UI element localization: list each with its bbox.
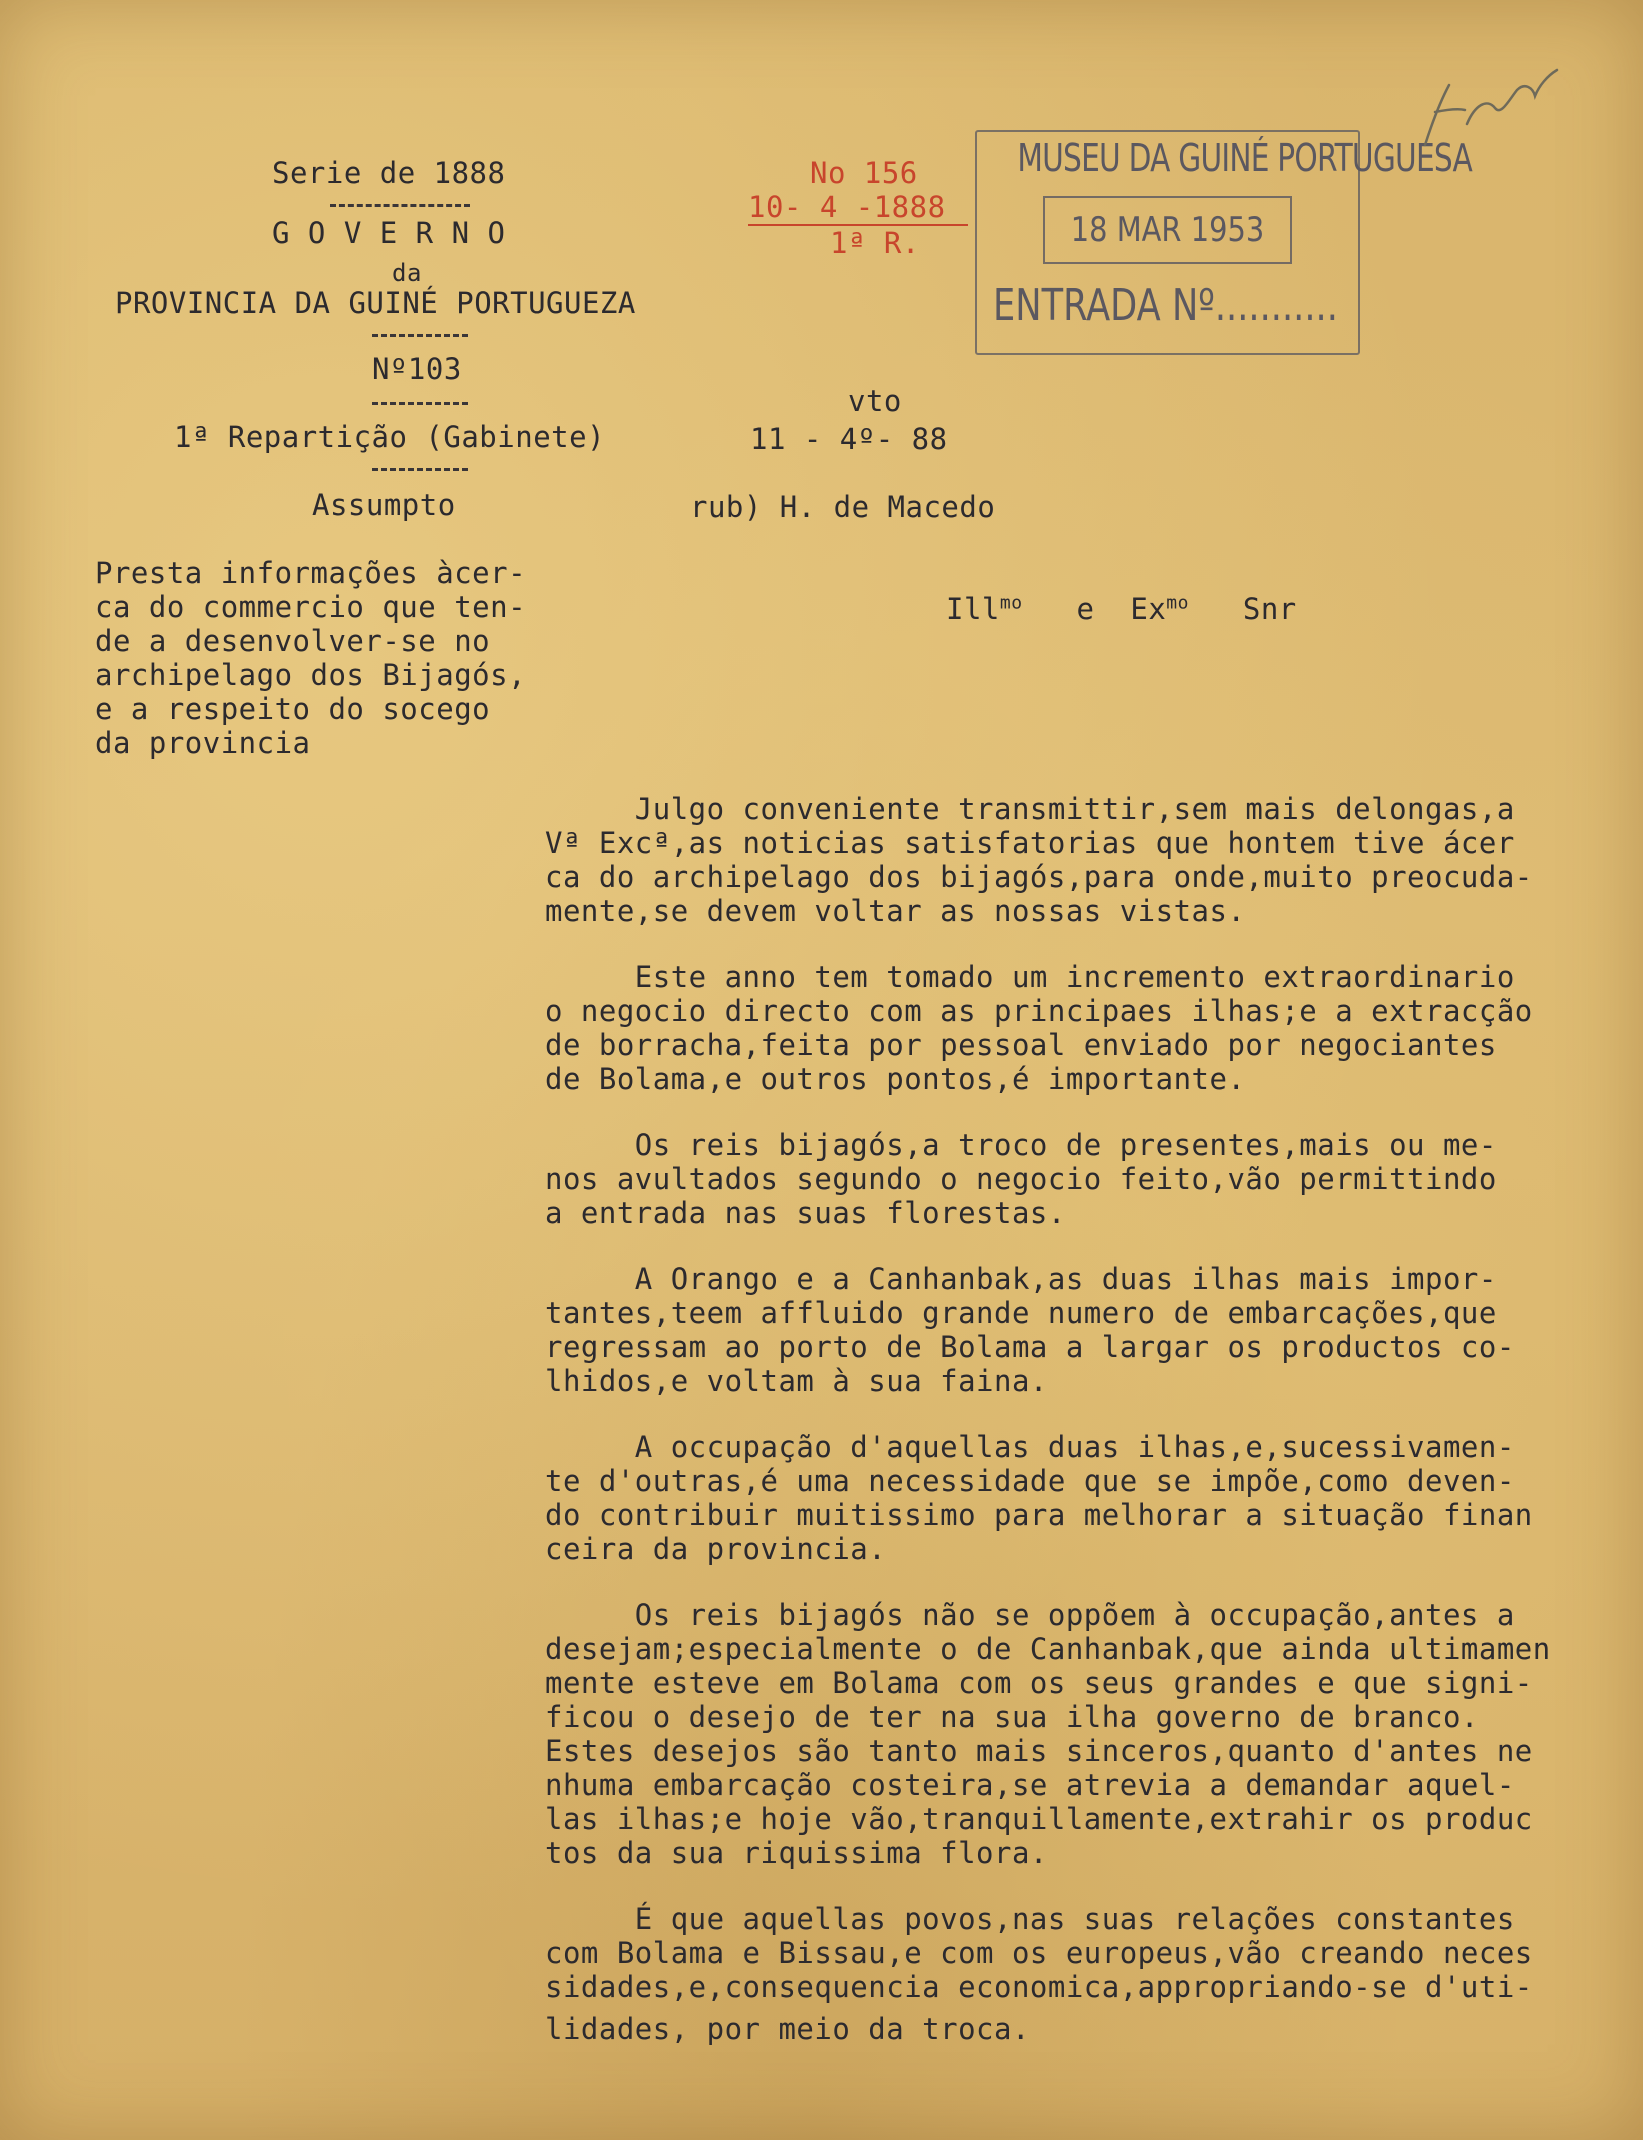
document-number: Nº103 (372, 352, 462, 386)
body-line: de Bolama,e outros pontos,é importante. (545, 1062, 1246, 1096)
salutation-ex: Ex (1130, 592, 1167, 626)
body-line: ca do archipelago dos bijagós,para onde,muito preocuda- (545, 860, 1533, 894)
body-line: a entrada nas suas florestas. (545, 1196, 1066, 1230)
summary-line: e a respeito do socego (95, 692, 491, 726)
divider (372, 468, 468, 471)
body-line: ceira da provincia. (545, 1532, 887, 1566)
body-line: nos avultados segundo o negocio feito,vão permittindo (545, 1162, 1497, 1196)
red-note-reparticao: 1ª R. (830, 226, 920, 260)
da-line: da (392, 259, 422, 287)
museum-stamp (975, 130, 1472, 355)
body-line: com Bolama e Bissau,e com os europeus,vão creando neces (545, 1936, 1533, 1970)
summary-line: archipelago dos Bijagós, (95, 658, 527, 692)
salutation-ill-sup: mo (999, 592, 1023, 614)
serie-line: Serie de 1888 (272, 156, 506, 190)
body-line: te d'outras,é uma necessidade que se impõe,como deven- (545, 1464, 1515, 1498)
red-note-date: 10- 4 -1888 (748, 190, 946, 224)
body-line: o negocio directo com as principaes ilhas;e a extracção (545, 994, 1533, 1028)
summary-line: da provincia (95, 726, 311, 760)
body-line: de borracha,feita por pessoal enviado por negociantes (545, 1028, 1497, 1062)
reparticao-line: 1ª Repartição (Gabinete) (174, 420, 606, 454)
summary-line: de a desenvolver-se no (95, 624, 491, 658)
red-note-number: No 156 (810, 156, 918, 190)
salutation (946, 592, 1297, 626)
salutation-e: e (1076, 592, 1095, 626)
visto-label: vto (848, 384, 902, 418)
body-line: desejam;especialmente o de Canhanbak,que ainda ultimamen (545, 1632, 1551, 1666)
stamp-title: MUSEU DA GUINÉ PORTUGUESA (1017, 136, 1472, 180)
body-line: do contribuir muitissimo para melhorar a situação finan (545, 1498, 1533, 1532)
divider (372, 334, 468, 337)
assumpto-label: Assumpto (312, 488, 456, 522)
summary-line: ca do commercio que ten- (95, 590, 527, 624)
divider (372, 402, 468, 405)
body-line: nhuma embarcação costeira,se atrevia a demandar aquel- (545, 1768, 1515, 1802)
body-line: Estes desejos são tanto mais sinceros,quanto d'antes ne (545, 1734, 1533, 1768)
body-line: lhidos,e voltam à sua faina. (545, 1364, 1048, 1398)
body-line: tos da sua riquissima flora. (545, 1836, 1048, 1870)
divider (330, 204, 470, 207)
rubric-line: rub) H. de Macedo (690, 490, 996, 524)
stamp-date: 18 MAR 1953 (1070, 210, 1265, 250)
body-line: tantes,teem affluido grande numero de embarcações,que (545, 1296, 1497, 1330)
handwritten-signature (1405, 60, 1565, 160)
body-line: mente esteve em Bolama com os seus grandes e que signi- (545, 1666, 1533, 1700)
body-line: ficou o desejo de ter na sua ilha governo de branco. (545, 1700, 1479, 1734)
visto-date: 11 - 4º- 88 (750, 422, 948, 456)
body-line: mente,se devem voltar as nossas vistas. (545, 894, 1246, 928)
stamp-date-box (1043, 196, 1292, 264)
body-line: Os reis bijagós,a troco de presentes,mais ou me- (545, 1128, 1497, 1162)
body-line: sidades,e,consequencia economica,appropriando-se d'uti- (545, 1970, 1533, 2004)
body-line: Os reis bijagós não se oppõem à occupação,antes a (545, 1598, 1515, 1632)
body-line: las ilhas;e hoje vão,tranquillamente,extrahir os produc (545, 1802, 1533, 1836)
summary-line: Presta informações àcer- (95, 556, 527, 590)
body-line: Este anno tem tomado um incremento extraordinario (545, 960, 1515, 994)
salutation-ex-sup: mo (1166, 592, 1189, 614)
body-line: É que aquellas povos,nas suas relações constantes (545, 1902, 1515, 1936)
stamp-entrada: ENTRADA Nº........... (993, 280, 1338, 331)
body-line: regressam ao porto de Bolama a largar os productos co- (545, 1330, 1515, 1364)
salutation-ill: Ill (946, 592, 1000, 626)
body-line: Julgo conveniente transmittir,sem mais delongas,a (545, 792, 1515, 826)
body-line: A occupação d'aquellas duas ilhas,e,sucessivamen- (545, 1430, 1515, 1464)
body-line: Vª Excª,as noticias satisfatorias que hontem tive ácer (545, 826, 1515, 860)
body-line: lidades, por meio da troca. (545, 2012, 1030, 2046)
provincia-heading: PROVINCIA DA GUINÉ PORTUGUEZA (115, 286, 636, 320)
body-line: A Orango e a Canhanbak,as duas ilhas mais impor- (545, 1262, 1497, 1296)
salutation-snr: Snr (1242, 592, 1297, 626)
governo-heading: G O V E R N O (272, 216, 506, 250)
